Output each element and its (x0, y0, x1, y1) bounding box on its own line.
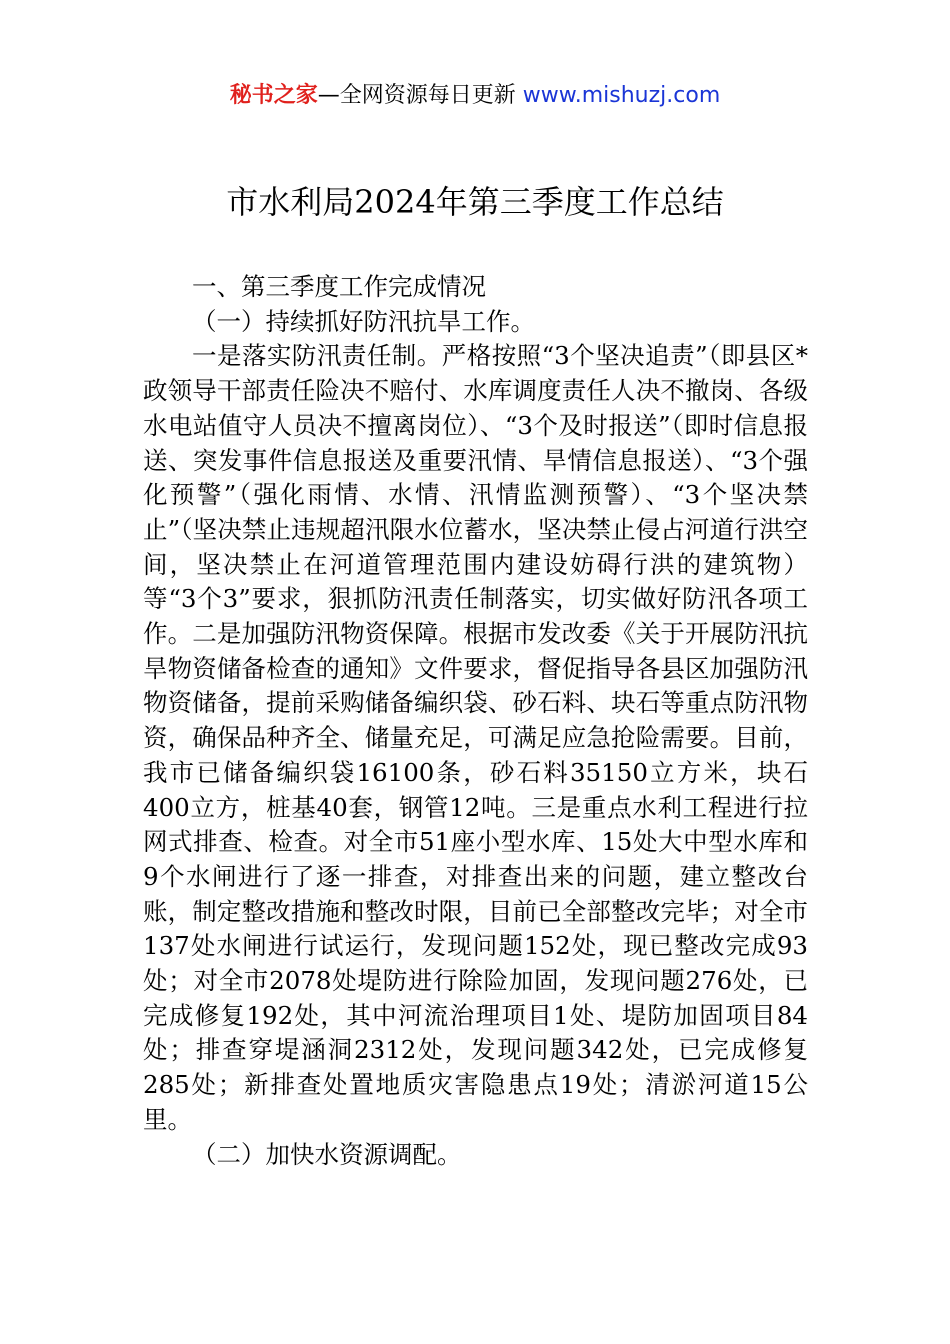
document-body (143, 270, 808, 1172)
subsection-heading: （二）加快水资源调配。 (192, 1139, 462, 1169)
site-brand: 秘书之家 (229, 83, 318, 108)
subsection-heading: （一）持续抓好防汛抗旱工作。 (192, 306, 535, 336)
body-paragraph: 一是落实防汛责任制。严格按照“3个坚决追责”（即县区*政领导干部责任险决不赔付、水库调度责任人决不撤岗、各级水电站值守人员决不擅离岗位）、“3个及时报送”（即时信息报送、突发事件信息报送及重要汛情、旱情信息报送）、“3个强化预警”（强化雨情、水情、汛情监测预警）、“3个坚决禁止”（坚决禁止违规超汛限水位蓄水，坚决禁止侵占河道行洪空间，坚决禁止在河道管理范围内建设妨碍行洪的建筑物）等“3个3”要求，狠抓防汛责任制落实，切实做好防汛各项工作。二是加强防汛物资保障。根据市发改委《关于开展防汛抗旱物资储备检查的通知》文件要求，督促指导各县区加强防汛物资储备，提前采购储备编织袋、砂石料、块石等重点防汛物资，确保品种齐全、储量充足，可满足应急抢险需要。目前，我市已储备编织袋16100条，砂石料35150立方米，块石400立方，桩基40套，钢管12吨。三是重点水利工程进行拉网式排查、检查。对全市51座小型水库、15处大中型水库和9个水闸进行了逐一排查，对排查出来的问题，建立整改台账，制定整改措施和整改时限，目前已全部整改完毕；对全市137处水闸进行试运行，发现问题152处，现已整改完成93处；对全市2078处堤防进行除险加固，发现问题276处，已完成修复192处，其中河流治理项目1处、堤防加固项目84处；排查穿堤涵洞2312处，发现问题342处，已完成修复285处；新排查处置地质灾害隐患点19处；清淤河道15公里。 (143, 341, 808, 1134)
site-header (0, 80, 950, 112)
site-tagline: —全网资源每日更新 (317, 83, 523, 108)
document-title: 市水利局2024年第三季度工作总结 (226, 183, 724, 221)
site-url: www.mishuzj.com (522, 83, 721, 108)
section-heading: 一、第三季度工作完成情况 (192, 272, 486, 301)
